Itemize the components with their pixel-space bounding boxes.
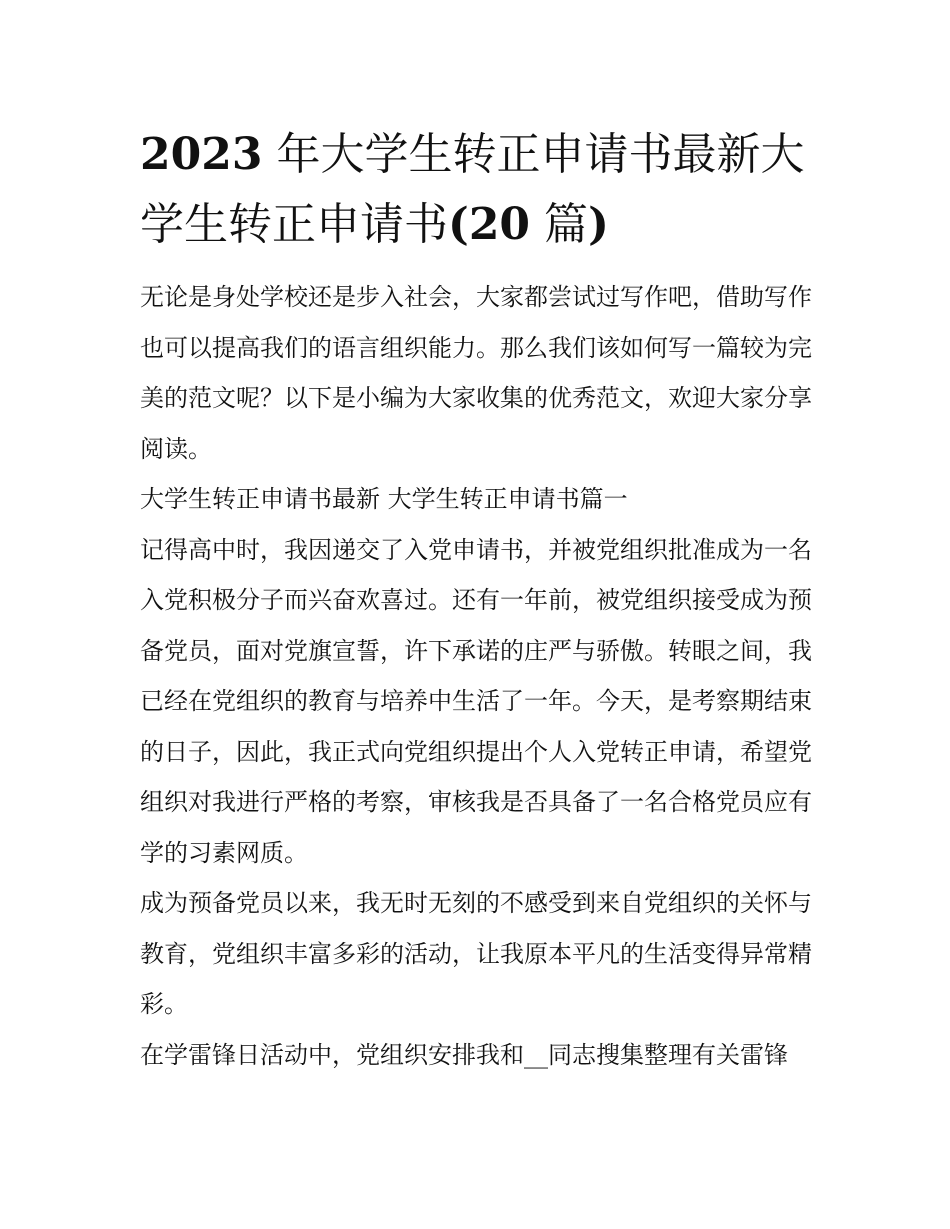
title-part: 篇 — [530, 199, 589, 250]
body-paragraph: 记得高中时，我因递交了入党申请书，并被党组织批准成为一名入党积极分子而兴奋欢喜过。还有一年前，被党组织接受成为预备党员，面对党旗宣誓，许下承诺的庄严与骄傲。转眼之间，我已经在党组织的教育与培养中生活了一年。今天，是考察期结束的日子，因此，我正式向党组织提出个人入党转正申请，希望党组织对我进行严格的考察，审核我是否具备了一名合格党员应有学的习素网质。 — [140, 535, 812, 867]
title-part: ) — [588, 199, 609, 250]
body-paragraph: 在学雷锋日活动中，党组织安排我和__同志搜集整理有关雷锋 — [140, 1040, 788, 1069]
body-paragraph: 成为预备党员以来，我无时无刻的不感受到来自党组织的关怀与教育，党组织丰富多彩的活动，让我原本平凡的生活变得异常精彩。 — [140, 889, 812, 1018]
document-body — [140, 272, 812, 1080]
title-part: (20 — [448, 199, 531, 250]
section-heading: 大学生转正申请书最新 大学生转正申请书篇一 — [140, 485, 628, 513]
title-part: 2023 — [140, 129, 263, 180]
document-title — [140, 120, 812, 260]
document-page — [140, 120, 812, 1080]
intro-paragraph: 无论是身处学校还是步入社会，大家都尝试过写作吧，借助写作也可以提高我们的语言组织能力。那么我们该如何写一篇较为完美的范文呢？以下是小编为大家收集的优秀范文，欢迎大家分享阅读。 — [140, 283, 812, 463]
title-part: 年大学生转正申请书最新大学生转正申请书 — [140, 129, 805, 250]
